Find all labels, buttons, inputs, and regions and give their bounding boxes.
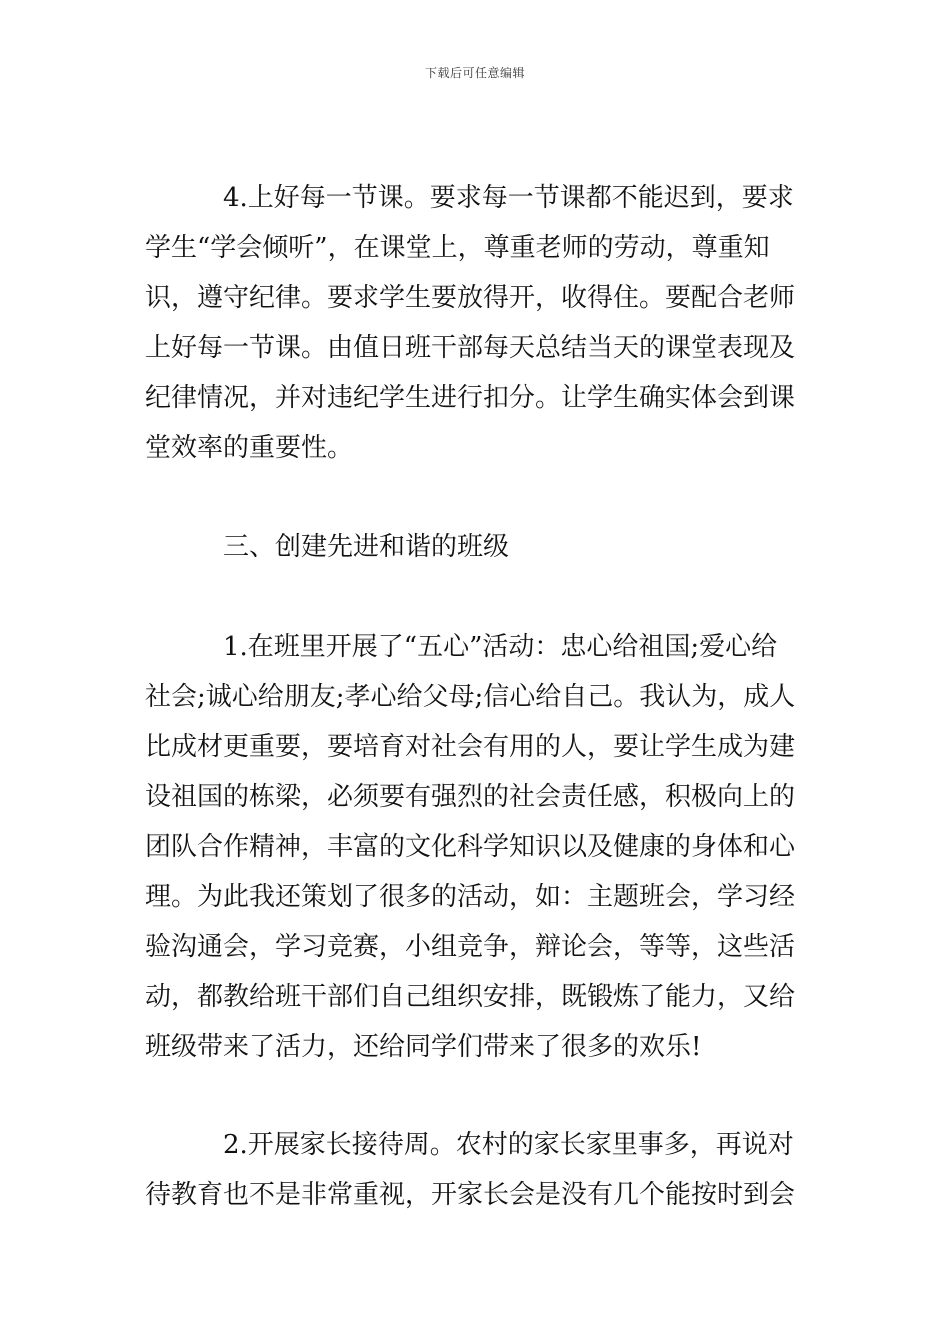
paragraph-item-2	[145, 1120, 795, 1220]
text-line: 理。为此我还策划了很多的活动，如：主题班会，学习经	[145, 882, 796, 912]
text-line: 设祖国的栋梁，必须要有强烈的社会责任感，积极向上的	[145, 782, 796, 812]
text-line: 上好每一节课。由值日班干部每天总结当天的课堂表现及	[145, 333, 796, 363]
text-line: 2.开展家长接待周。农村的家长家里事多，再说对	[223, 1130, 794, 1160]
section-heading	[145, 522, 509, 572]
text-line: 识，遵守纪律。要求学生要放得开，收得住。要配合老师	[145, 283, 796, 313]
text-line: 4.上好每一节课。要求每一节课都不能迟到，要求	[223, 183, 794, 213]
text-line: 团队合作精神，丰富的文化科学知识以及健康的身体和心	[145, 832, 796, 862]
paragraph-item-1	[145, 622, 795, 1072]
text-line: 纪律情况，并对违纪学生进行扣分。让学生确实体会到课	[145, 383, 796, 413]
text-line: 比成材更重要，要培育对社会有用的人，要让学生成为建	[145, 732, 796, 762]
section-3-heading: 三、创建先进和谐的班级	[223, 532, 510, 562]
text-line: 待教育也不是非常重视，开家长会是没有几个能按时到会	[145, 1180, 796, 1210]
text-line: 学生“学会倾听”，在课堂上，尊重老师的劳动，尊重知	[145, 233, 770, 263]
text-line: 验沟通会，学习竞赛，小组竞争，辩论会，等等，这些活	[145, 932, 796, 962]
page-header: 下载后可任意编辑	[424, 66, 525, 80]
text-line: 堂效率的重要性。	[145, 433, 354, 463]
text-line: 社会;诚心给朋友;孝心给父母;信心给自己。我认为，成人	[145, 682, 796, 712]
text-line: 动，都教给班干部们自己组织安排，既锻炼了能力，又给	[145, 982, 796, 1012]
text-line: 1.在班里开展了“五心”活动：忠心给祖国;爱心给	[223, 632, 778, 662]
text-line: 班级带来了活力，还给同学们带来了很多的欢乐!	[145, 1032, 702, 1062]
paragraph-item-4	[145, 173, 795, 473]
